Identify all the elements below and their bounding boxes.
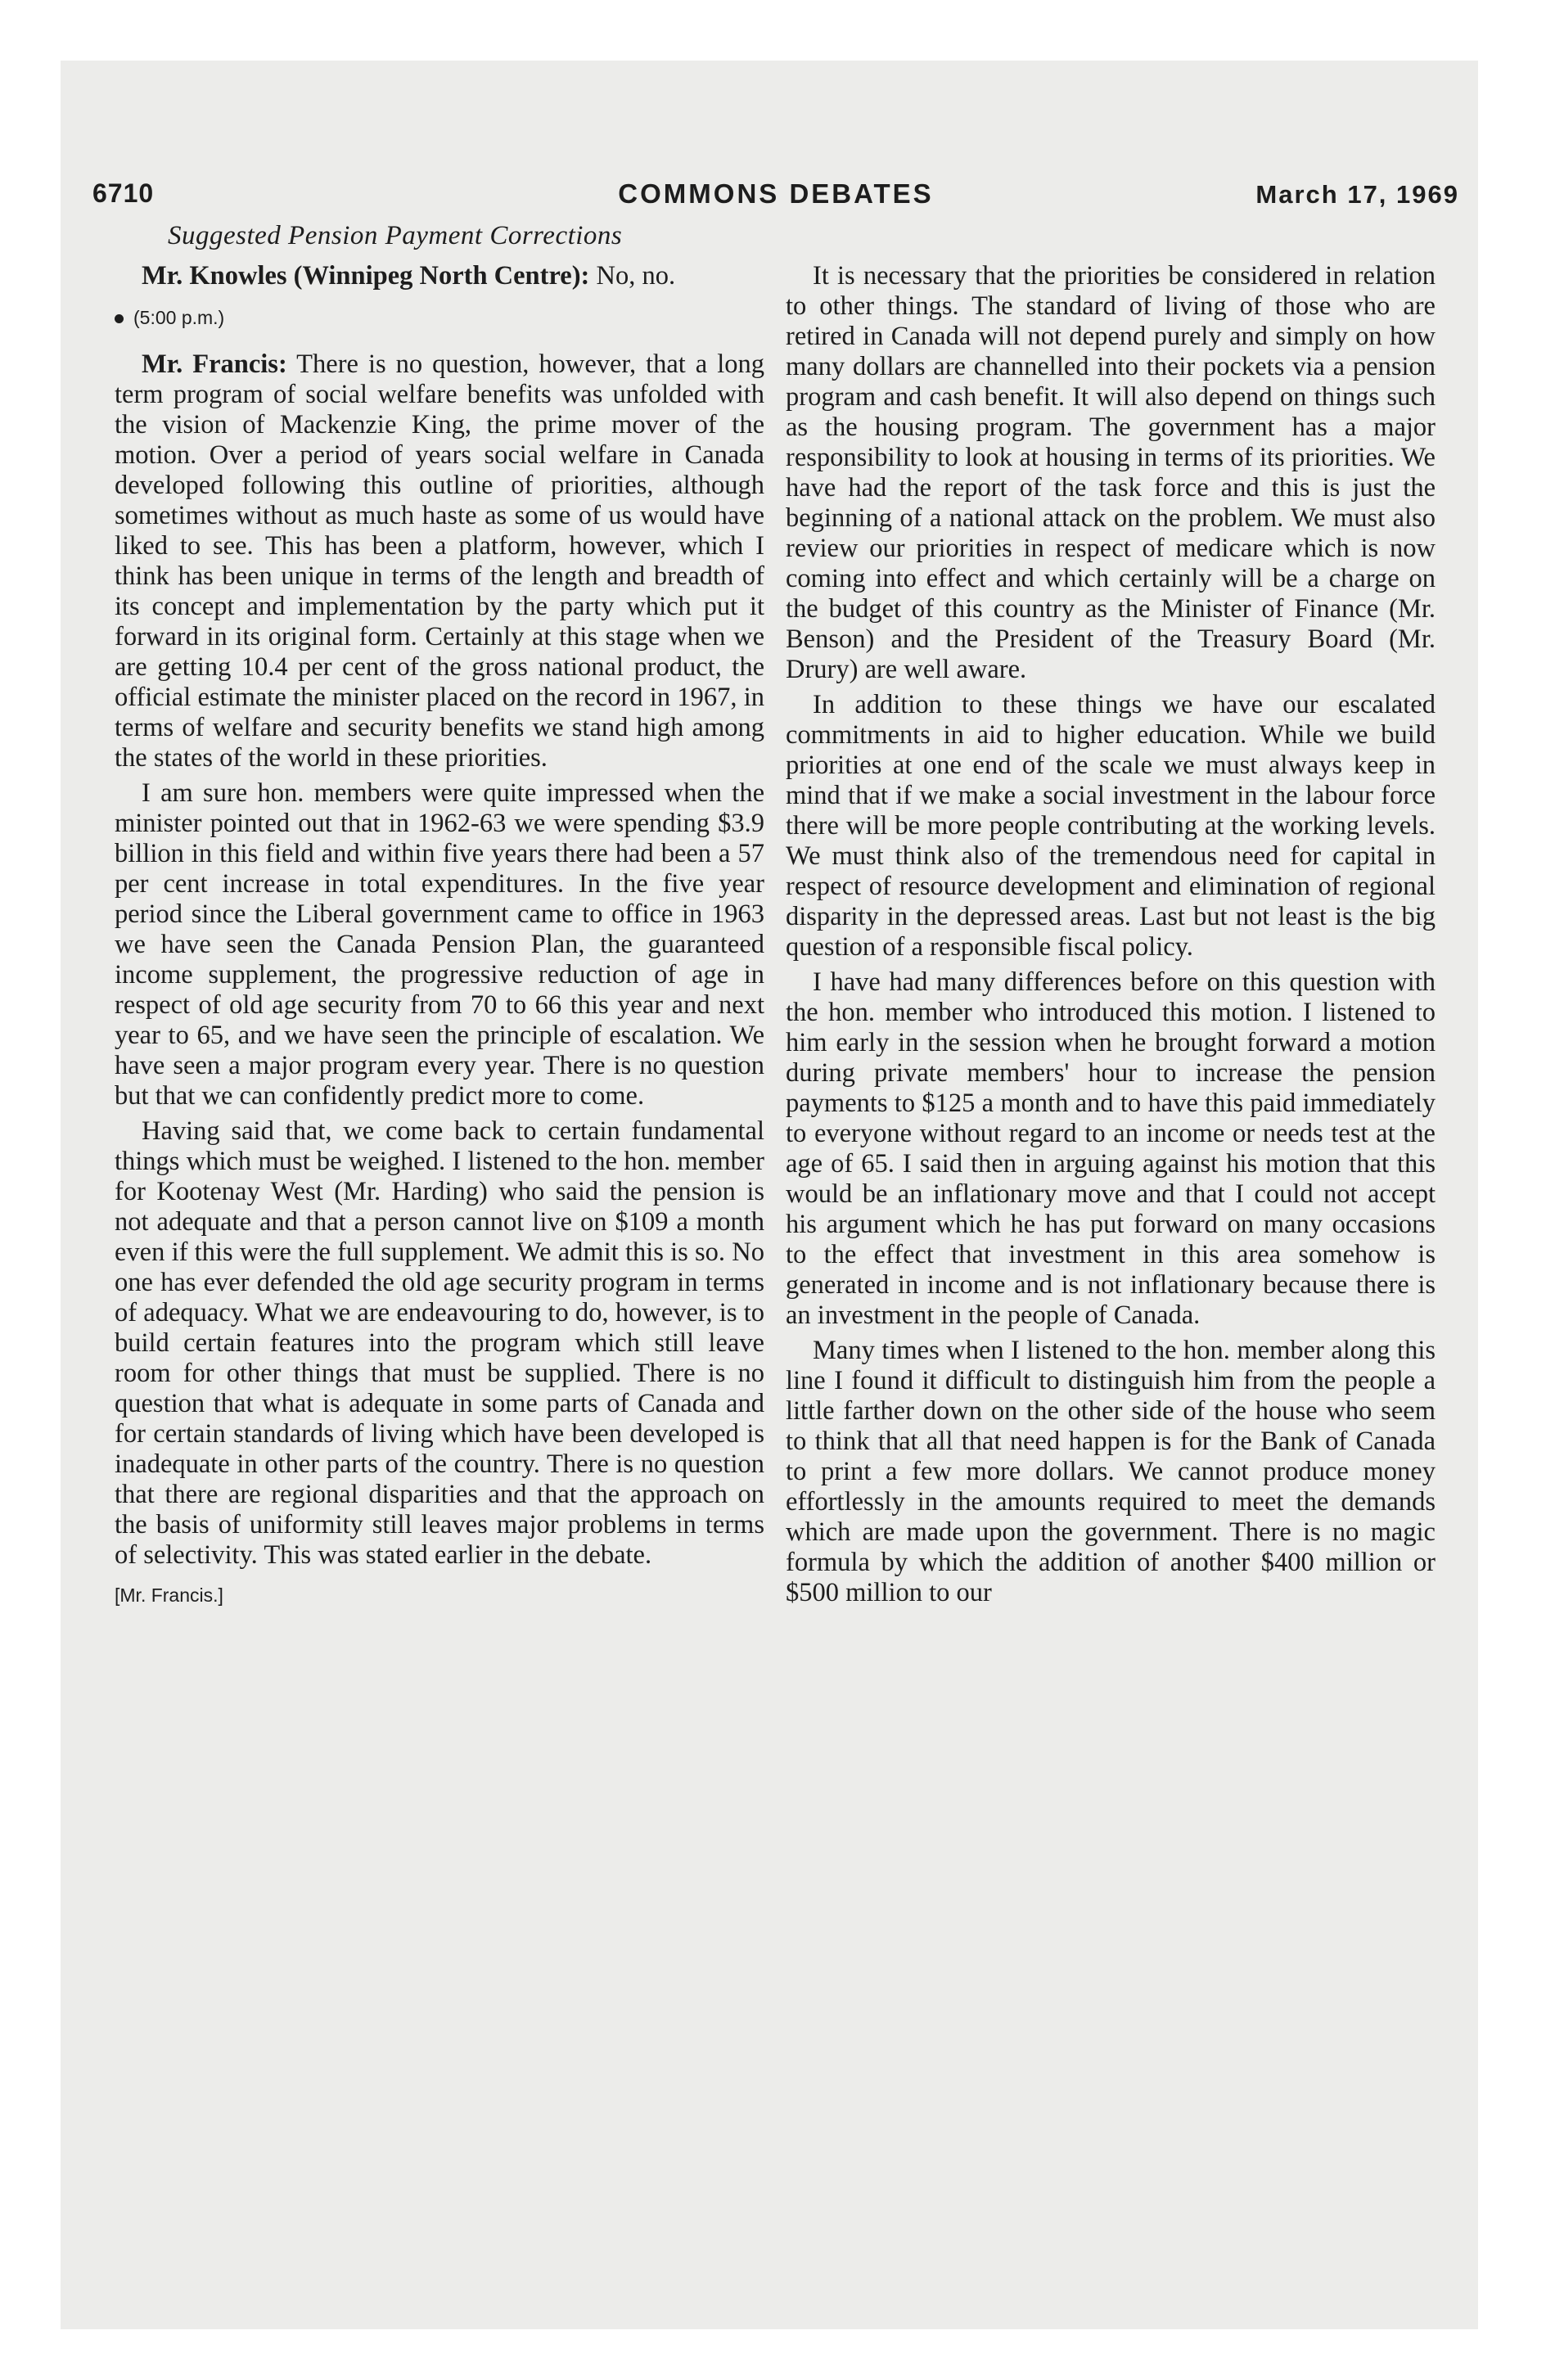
page-number: 6710 xyxy=(92,178,155,208)
paragraph: I have had many differences before on this question with the hon. member who introduced this motion. I listened to him early in the session when he brought forward a motion during private members' hour to increase the pension payments to $125 a month and to have this paid immediately to everyone without regard to an income or needs test at the age of 65. I said then in arguing against his motion that this would be an inflationary move and that I could not accept his argument which he has put forward on many occasions to the effect that investment in this area somehow is generated in income and is not inflationary because there is an investment in the people of Canada. xyxy=(786,967,1436,1330)
bullet-icon xyxy=(115,314,124,323)
time-stamp xyxy=(115,303,764,333)
journal-title: COMMONS DEBATES xyxy=(618,178,934,209)
paragraph-francis xyxy=(115,349,764,773)
speaker-attribution: [Mr. Francis.] xyxy=(115,1584,223,1606)
section-subtitle: Suggested Pension Payment Corrections xyxy=(168,221,623,250)
page-header xyxy=(92,178,1459,219)
right-column xyxy=(786,261,1436,1613)
paragraph: Having said that, we come back to certain fundamental things which must be weighed. I listened to the hon. member for Kootenay West (Mr. Harding) who said the pension is not adequate and that a person cannot live on $109 a month even if this were the full supplement. We admit this is so. No one has ever defended the old age security program in terms of adequacy. What we are endeavouring to do, however, is to build certain features into the program which still leave room for other things that must be supplied. There is no question that what is adequate in some parts of Canada and for certain standards of living which have been developed is inadequate in other parts of the country. There is no question that there are regional disparities and that the approach on the basis of uniformity still leaves major problems in terms of selectivity. This was stated earlier in the debate. xyxy=(115,1116,764,1570)
paragraph: I am sure hon. members were quite impressed when the minister pointed out that in 1962-63 we were spending $3.9 billion in this field and within five years there had been a 57 per cent increase in total expenditures. In the five year period since the Liberal government came to office in 1963 we have seen the Canada Pension Plan, the guaranteed income supplement, the progressive reduction of age in respect of old age security from 70 to 66 this year and next year to 65, and we have seen the principle of escalation. We have seen a major program every year. There is no question but that we can confidently predict more to come. xyxy=(115,778,764,1111)
speech-text: No, no. xyxy=(589,261,676,291)
speaker-francis: Mr. Francis: xyxy=(142,349,287,379)
speaker-knowles: Mr. Knowles (Winnipeg North Centre): xyxy=(142,261,590,291)
time-stamp-text: (5:00 p.m.) xyxy=(133,307,225,328)
left-column xyxy=(115,261,764,1611)
speech-text: There is no question, however, that a long term program of social welfare benefits was unfolded with the vision of Mackenzie King, the prime mover of the motion. Over a period of years social welfare in Canada developed following this outline of priorities, although sometimes without as much haste as some of us would have liked to see. This has been a platform, however, which I think has been unique in terms of the length and breadth of its concept and implementation by the party which put it forward in its original form. Certainly at this stage when we are getting 10.4 per cent of the gross national product, the official estimate the minister placed on the record in 1967, in terms of welfare and security benefits we stand high among the states of the world in these priorities. xyxy=(115,349,764,773)
paragraph: Many times when I listened to the hon. member along this line I found it difficult to distinguish him from the people a little farther down on the other side of the house who seem to think that all that need happen is for the Bank of Canada to print a few more dollars. We cannot produce money effortlessly in the amounts required to meet the demands which are made upon the government. There is no magic formula by which the addition of another $400 million or $500 million to our xyxy=(786,1336,1436,1607)
issue-date: March 17, 1969 xyxy=(1255,180,1459,209)
paragraph-knowles xyxy=(115,261,764,291)
paragraph: In addition to these things we have our escalated commitments in aid to higher education. While we build priorities at one end of the scale we must always keep in mind that if we make a social investment in the labour force there will be more people contributing at the working levels. We must think also of the tremendous need for capital in respect of resource development and elimination of regional disparity in the depressed areas. Last but not least is the big question of a responsible fiscal policy. xyxy=(786,690,1436,962)
paragraph: It is necessary that the priorities be considered in relation to other things. The standard of living of those who are retired in Canada will not depend purely and simply on how many dollars are channelled into their pockets via a pension program and cash benefit. It will also depend on things such as the housing program. The government has a major responsibility to look at housing in terms of its priorities. We have had the report of the task force and this is just the beginning of a national attack on the problem. We must also review our priorities in respect of medicare which is now coming into effect and which certainly will be a charge on the budget of this country as the Minister of Finance (Mr. Benson) and the President of the Treasury Board (Mr. Drury) are well aware. xyxy=(786,261,1436,684)
